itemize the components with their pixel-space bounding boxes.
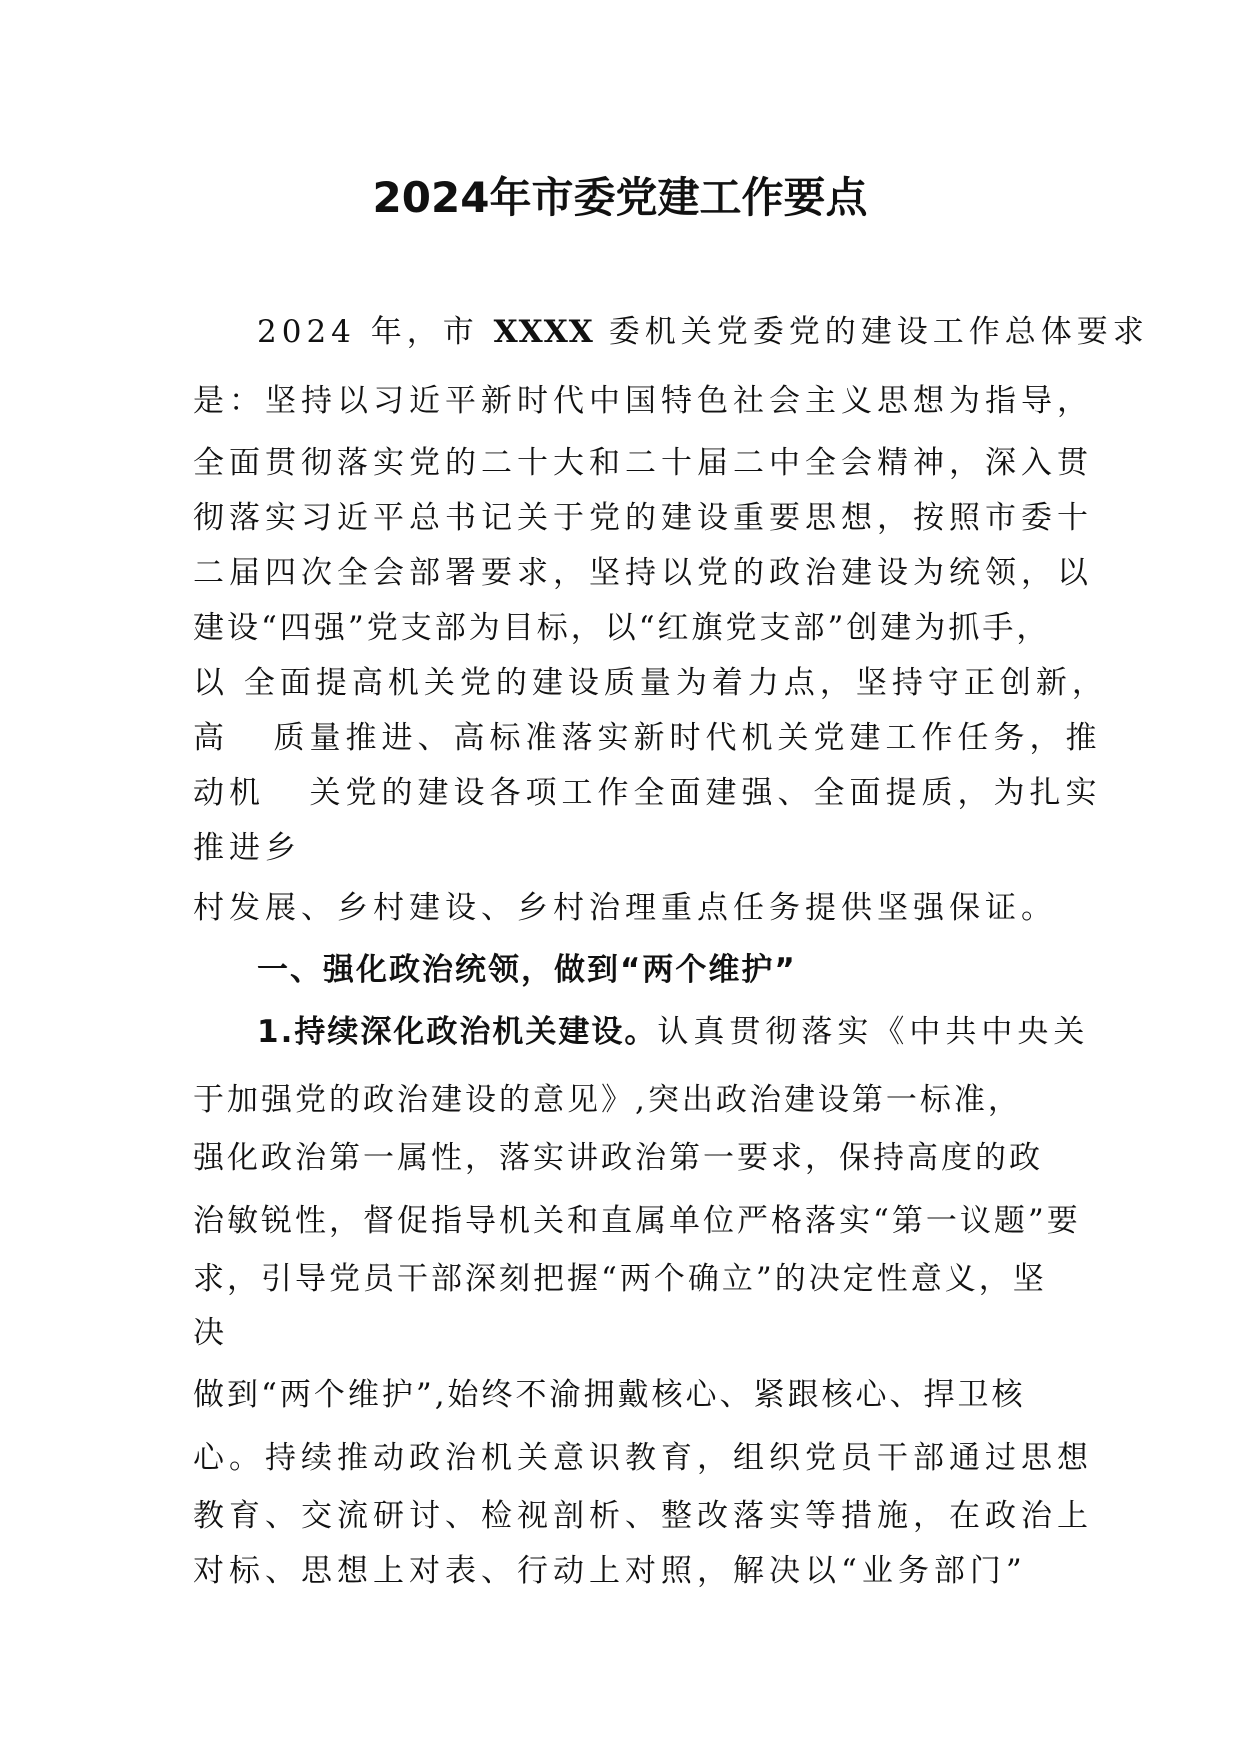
intro-line-3: 全面贯彻落实党的二十大和二十届二中全会精神，深入贯 <box>193 445 1093 481</box>
item1-line-10: 对标、思想上对表、行动上对照，解决以“业务部门” <box>193 1553 1027 1589</box>
intro-line-7: 以 全面提高机关党的建设质量为着力点，坚持守正创新， <box>193 665 1108 701</box>
section-heading: 一、强化政治统领，做到“两个维护” <box>257 952 797 988</box>
intro-line-8: 高 质量推进、高标准落实新时代机关党建工作任务，推 <box>193 720 1102 756</box>
item1-line-4: 治敏锐性，督促指导机关和直属单位严格落实“第一议题”要 <box>193 1203 1081 1239</box>
intro-line-4: 彻落实习近平总书记关于党的建设重要思想，按照市委十 <box>193 500 1093 536</box>
intro-line-5: 二届四次全会部署要求，坚持以党的政治建设为统领，以 <box>193 555 1093 591</box>
intro-text-b: 委机关党委党的建设工作总体要求 <box>593 314 1149 350</box>
intro-year: 2024 <box>257 314 356 350</box>
item1-line-8: 心。持续推动政治机关意识教育，组织党员干部通过思想 <box>193 1440 1093 1476</box>
item1-line-2: 于加强党的政治建设的意见》,突出政治建设第一标准， <box>193 1082 1022 1118</box>
item1-line-3: 强化政治第一属性，落实讲政治第一要求，保持高度的政 <box>193 1140 1043 1176</box>
intro-line-10: 推进乡 <box>193 830 301 866</box>
intro-line-6: 建设“四强”党支部为目标，以“红旗党支部”创建为抓手， <box>193 610 1051 646</box>
intro-text-a: 年，市 <box>355 314 494 350</box>
item1-text-1: 认真贯彻落实《中共中央关 <box>657 1014 1090 1050</box>
intro-line-11: 村发展、乡村建设、乡村治理重点任务提供坚强保证。 <box>193 890 1057 926</box>
item1-line-5: 求，引导党员干部深刻把握“两个确立”的决定性意义，坚 <box>193 1261 1047 1297</box>
intro-org-placeholder: XXXX <box>493 314 594 350</box>
item1-lead: 1.持续深化政治机关建设。 <box>257 1014 658 1050</box>
intro-line-9: 动机 关党的建设各项工作全面建强、全面提质，为扎实 <box>193 775 1102 811</box>
intro-line-1 <box>257 310 1149 354</box>
document-title: 2024年市委党建工作要点 <box>372 173 868 222</box>
item1-line-6: 决 <box>193 1315 229 1351</box>
intro-line-2: 是：坚持以习近平新时代中国特色社会主义思想为指导， <box>193 383 1093 419</box>
item1-line-9: 教育、交流研讨、检视剖析、整改落实等措施，在政治上 <box>193 1498 1093 1534</box>
item1-line-1 <box>257 1010 1089 1054</box>
item1-line-7: 做到“两个维护”,始终不渝拥戴核心、紧跟核心、捍卫核 <box>193 1377 1026 1413</box>
